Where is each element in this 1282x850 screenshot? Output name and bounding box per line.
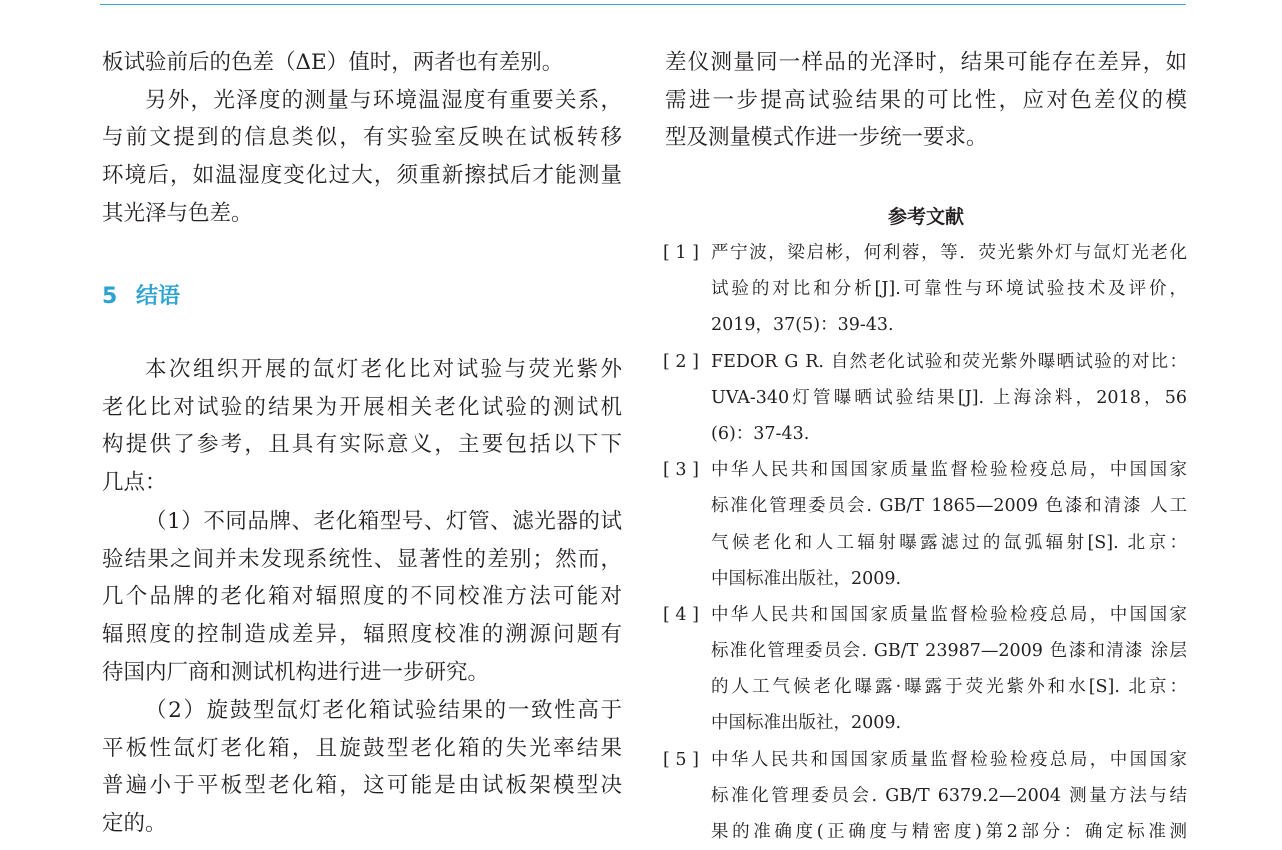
reference-item [663,235,1187,344]
paragraph-line: 平板性氙灯老化箱，且旋鼓型老化箱的失光率结果 [102,735,622,761]
reference-line: 试验的对比和分析[J].可靠性与环境试验技术及评价， [711,279,1187,300]
paragraph-line: 几点： [102,470,167,496]
reference-line: 中国标准出版社，2009. [711,713,902,734]
paragraph-line: 差仪测量同一样品的光泽时，结果可能存在差异，如 [665,50,1187,75]
paragraph-line: 型及测量模式作进一步统一要求。 [665,125,988,151]
paragraph-line: 定的。 [102,811,167,837]
paragraph-line: 环境后，如温湿度变化过大，须重新擦拭后才能测量 [102,163,622,189]
reference-line: 标准化管理委员会. GB/T 6379.2—2004 测量方法与结 [711,785,1187,806]
reference-line: UVA-340灯管曝晒试验结果[J]. 上海涂料，2018，56 [711,387,1187,408]
paragraph-line: 本次组织开展的氙灯老化比对试验与荧光紫外 [145,357,622,382]
reference-line: 严宁波，梁启彬，何利蓉，等．荧光紫外灯与氙灯光老化 [711,243,1187,263]
paragraph-line: 板试验前后的色差（ΔE）值时，两者也有差别。 [102,50,564,75]
reference-line: 中华人民共和国国家质量监督检验检疫总局，中国国家 [711,749,1187,770]
section-heading [102,282,180,312]
references-title: 参考文献 [887,206,964,228]
reference-line: 中国标准出版社，2009. [711,568,902,589]
reference-number: [ 4 ] [663,604,699,625]
reference-line: (6)：37-43. [711,423,810,444]
header-rule [100,4,1186,5]
reference-line: 中华人民共和国国家质量监督检验检疫总局，中国国家 [711,604,1187,625]
left-column-top [102,44,622,232]
reference-line: 中华人民共和国国家质量监督检验检疫总局，中国国家 [711,460,1187,481]
reference-line: 2019，37(5)：39-43. [711,315,894,336]
paragraph-line: 构提供了参考，且具有实际意义，主要包括以下下 [102,432,622,458]
reference-item [663,452,1187,597]
reference-line: 的人工气候老化曝露·曝露于荧光紫外和水[S]. 北京： [711,677,1187,698]
reference-number: [ 2 ] [663,351,699,372]
paragraph-line: 另外，光泽度的测量与环境温湿度有重要关系， [145,87,622,113]
reference-line: 标准化管理委员会. GB/T 1865—2009 色漆和清漆 人工 [711,496,1187,517]
reference-line: 气候老化和人工辐射曝露滤过的氙弧辐射[S]. 北京： [711,532,1187,553]
references-list [663,235,1187,850]
reference-line: FEDOR G R. 自然老化试验和荧光紫外曝晒试验的对比： [711,351,1187,372]
reference-item [663,344,1187,453]
paragraph-line: 普遍小于平板型老化箱，这可能是由试板架模型决 [102,773,622,799]
paragraph-line: 老化比对试验的结果为开展相关老化试验的测试机 [102,394,622,420]
reference-item [663,597,1187,742]
reference-number: [ 3 ] [663,460,699,481]
paragraph-line: 待国内厂商和测试机构进行进一步研究。 [102,659,490,685]
reference-item [663,742,1187,850]
paragraph-line: 与前文提到的信息类似，有实验室反映在试板转移 [102,125,622,151]
reference-line: 标准化管理委员会. GB/T 23987—2009 色漆和清漆 涂层 [711,641,1187,662]
section-title: 结语 [136,284,181,309]
reference-number: [ 5 ] [663,749,699,770]
conclusion-intro [102,351,622,502]
conclusion-point-1 [102,503,622,691]
paragraph-line: 需进一步提高试验结果的可比性，应对色差仪的模 [665,87,1187,113]
paragraph-line: 其光泽与色差。 [102,200,253,226]
paragraph-line: 验结果之间并未发现系统性、显著性的差别；然而， [102,546,622,572]
paragraph-line: 几个品牌的老化箱对辐照度的不同校准方法可能对 [102,584,622,610]
paragraph-line: 辐照度的控制造成差异，辐照度校准的溯源问题有 [102,622,622,648]
right-column-top [665,44,1187,157]
paragraph-line: （1）不同品牌、老化箱型号、灯管、滤光器的试 [145,509,622,534]
conclusion-point-2 [102,692,622,843]
section-number: 5 [102,284,118,309]
reference-line: 果的准确度(正确度与精密度)第2部分：确定标准测 [711,822,1187,842]
reference-number: [ 1 ] [663,243,699,263]
paragraph-line: （2）旋鼓型氙灯老化箱试验结果的一致性高于 [145,698,622,723]
